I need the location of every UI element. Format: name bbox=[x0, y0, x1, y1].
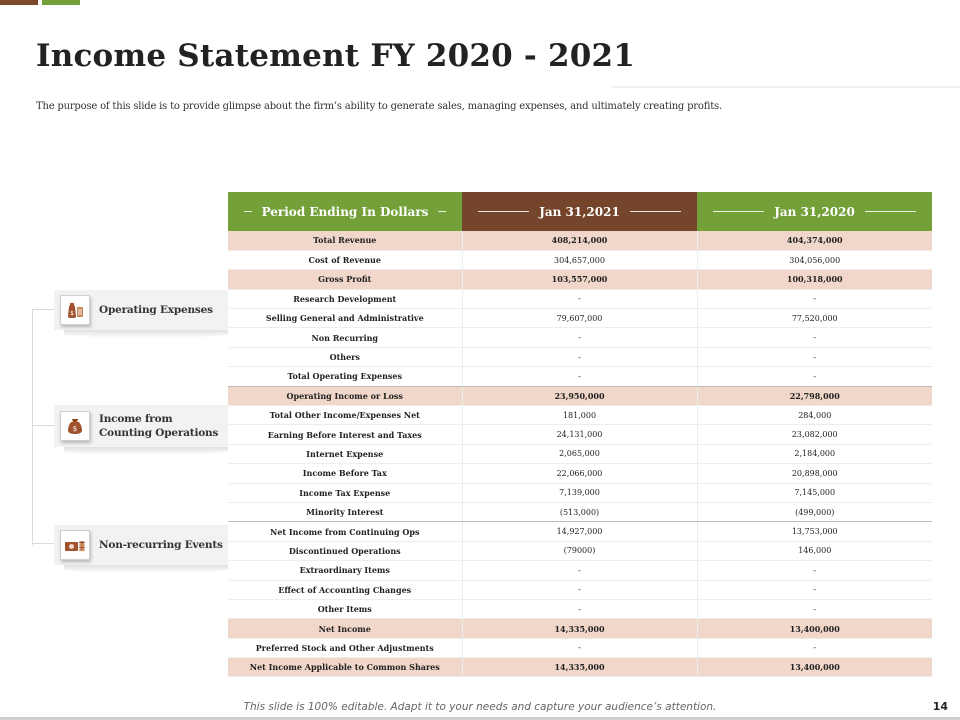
page-number: 14 bbox=[932, 700, 948, 713]
tree-connector-1 bbox=[32, 309, 54, 310]
value-2021-cell: 23,950,000 bbox=[462, 386, 697, 405]
value-2021-cell: (79000) bbox=[462, 541, 697, 560]
row-label-cell: Net Income Applicable to Common Shares bbox=[228, 658, 462, 677]
row-label-cell: Others bbox=[228, 347, 462, 366]
page-subtitle: The purpose of this slide is to provide glimpse about the firm’s ability to generate sales, managing expenses, and ultimately creating profits. bbox=[36, 101, 722, 112]
row-label-cell: Income Before Tax bbox=[228, 464, 462, 483]
money-bag-icon bbox=[60, 411, 90, 441]
row-label-cell: Gross Profit bbox=[228, 270, 462, 289]
row-label-cell: Research Development bbox=[228, 289, 462, 308]
table-row bbox=[228, 561, 932, 580]
table-row bbox=[228, 541, 932, 560]
value-2020-cell: - bbox=[697, 599, 932, 618]
value-2020-cell: 146,000 bbox=[697, 541, 932, 560]
side-item-label-operating-expenses: Operating Expenses bbox=[99, 304, 213, 316]
page-title: Income Statement FY 2020 - 2021 bbox=[36, 38, 636, 74]
svg-text:$: $ bbox=[70, 310, 74, 317]
row-label-cell: Earning Before Interest and Taxes bbox=[228, 425, 462, 444]
value-2020-cell: - bbox=[697, 561, 932, 580]
side-item-non-recurring-events bbox=[54, 525, 228, 565]
row-label-cell: Total Operating Expenses bbox=[228, 367, 462, 386]
value-2020-cell: 77,520,000 bbox=[697, 309, 932, 328]
coins-cash-icon bbox=[60, 530, 90, 560]
title-divider bbox=[612, 86, 960, 88]
table-row bbox=[228, 425, 932, 444]
table-row bbox=[228, 367, 932, 386]
table-row bbox=[228, 406, 932, 425]
table-row bbox=[228, 483, 932, 502]
row-label-cell: Cost of Revenue bbox=[228, 250, 462, 269]
accent-bar-brown bbox=[0, 0, 38, 5]
row-label-cell: Internet Expense bbox=[228, 444, 462, 463]
income-statement-table bbox=[228, 192, 932, 677]
value-2020-cell: - bbox=[697, 328, 932, 347]
table-row bbox=[228, 231, 932, 250]
value-2021-cell: 304,657,000 bbox=[462, 250, 697, 269]
tree-connector-vertical bbox=[32, 309, 33, 545]
value-2020-cell: (499,000) bbox=[697, 502, 932, 521]
value-2020-cell: 13,753,000 bbox=[697, 522, 932, 541]
value-2021-cell: (513,000) bbox=[462, 502, 697, 521]
table-body bbox=[228, 231, 932, 677]
value-2020-cell: 23,082,000 bbox=[697, 425, 932, 444]
row-label-cell: Net Income bbox=[228, 619, 462, 638]
table-row bbox=[228, 386, 932, 405]
column-header-2021: Jan 31,2021 bbox=[462, 192, 697, 231]
value-2020-cell: 2,184,000 bbox=[697, 444, 932, 463]
value-2020-cell: 22,798,000 bbox=[697, 386, 932, 405]
row-label-cell: Preferred Stock and Other Adjustments bbox=[228, 638, 462, 657]
table-row bbox=[228, 289, 932, 308]
table-row bbox=[228, 599, 932, 618]
value-2021-cell: 14,927,000 bbox=[462, 522, 697, 541]
value-2021-cell: 79,607,000 bbox=[462, 309, 697, 328]
row-label-cell: Net Income from Continuing Ops bbox=[228, 522, 462, 541]
value-2021-cell: - bbox=[462, 328, 697, 347]
value-2021-cell: - bbox=[462, 289, 697, 308]
row-label-cell: Effect of Accounting Changes bbox=[228, 580, 462, 599]
value-2020-cell: 13,400,000 bbox=[697, 619, 932, 638]
row-label-cell: Non Recurring bbox=[228, 328, 462, 347]
value-2021-cell: 22,066,000 bbox=[462, 464, 697, 483]
row-label-cell: Other Items bbox=[228, 599, 462, 618]
value-2020-cell: - bbox=[697, 367, 932, 386]
table-row bbox=[228, 658, 932, 677]
value-2021-cell: - bbox=[462, 561, 697, 580]
value-2021-cell: 14,335,000 bbox=[462, 619, 697, 638]
table-header-row bbox=[228, 192, 932, 231]
accent-bar-green bbox=[42, 0, 80, 5]
row-label-cell: Operating Income or Loss bbox=[228, 386, 462, 405]
side-item-label-income-counting-operations: Income from Counting Operations bbox=[99, 413, 219, 439]
value-2020-cell: 13,400,000 bbox=[697, 658, 932, 677]
tree-connector-3 bbox=[32, 543, 54, 544]
table-row bbox=[228, 619, 932, 638]
value-2021-cell: 14,335,000 bbox=[462, 658, 697, 677]
table-row bbox=[228, 347, 932, 366]
table-row bbox=[228, 309, 932, 328]
table-row bbox=[228, 464, 932, 483]
value-2020-cell: 404,374,000 bbox=[697, 231, 932, 250]
value-2021-cell: - bbox=[462, 599, 697, 618]
row-label-cell: Total Other Income/Expenses Net bbox=[228, 406, 462, 425]
table-row bbox=[228, 250, 932, 269]
row-label-cell: Income Tax Expense bbox=[228, 483, 462, 502]
value-2021-cell: 408,214,000 bbox=[462, 231, 697, 250]
side-item-income-counting-operations bbox=[54, 405, 228, 447]
table-row bbox=[228, 328, 932, 347]
row-label-cell: Total Revenue bbox=[228, 231, 462, 250]
value-2020-cell: 304,056,000 bbox=[697, 250, 932, 269]
value-2020-cell: - bbox=[697, 580, 932, 599]
svg-text:$: $ bbox=[72, 425, 78, 433]
value-2021-cell: 103,557,000 bbox=[462, 270, 697, 289]
value-2021-cell: 7,139,000 bbox=[462, 483, 697, 502]
value-2020-cell: 20,898,000 bbox=[697, 464, 932, 483]
value-2020-cell: 284,000 bbox=[697, 406, 932, 425]
side-item-label-non-recurring-events: Non-recurring Events bbox=[99, 539, 223, 551]
value-2021-cell: 2,065,000 bbox=[462, 444, 697, 463]
table-row bbox=[228, 270, 932, 289]
table-row bbox=[228, 502, 932, 521]
column-header-2020: Jan 31,2020 bbox=[697, 192, 932, 231]
value-2021-cell: - bbox=[462, 580, 697, 599]
row-label-cell: Discontinued Operations bbox=[228, 541, 462, 560]
column-header-period: Period Ending In Dollars bbox=[228, 192, 462, 231]
value-2021-cell: - bbox=[462, 367, 697, 386]
value-2021-cell: - bbox=[462, 638, 697, 657]
side-item-operating-expenses bbox=[54, 290, 228, 330]
table-row bbox=[228, 522, 932, 541]
table-row bbox=[228, 580, 932, 599]
row-label-cell: Minority Interest bbox=[228, 502, 462, 521]
table-row bbox=[228, 444, 932, 463]
footer-note: This slide is 100% editable. Adapt it to your needs and capture your audience’s attention. bbox=[243, 701, 717, 713]
row-label-cell: Extraordinary Items bbox=[228, 561, 462, 580]
table-row bbox=[228, 638, 932, 657]
value-2020-cell: - bbox=[697, 289, 932, 308]
row-label-cell: Selling General and Administrative bbox=[228, 309, 462, 328]
value-2020-cell: 100,318,000 bbox=[697, 270, 932, 289]
value-2020-cell: - bbox=[697, 638, 932, 657]
value-2021-cell: 24,131,000 bbox=[462, 425, 697, 444]
value-2020-cell: - bbox=[697, 347, 932, 366]
value-2021-cell: - bbox=[462, 347, 697, 366]
value-2021-cell: 181,000 bbox=[462, 406, 697, 425]
tree-connector-2 bbox=[32, 425, 54, 426]
money-bag-document-icon bbox=[60, 295, 90, 325]
value-2020-cell: 7,145,000 bbox=[697, 483, 932, 502]
